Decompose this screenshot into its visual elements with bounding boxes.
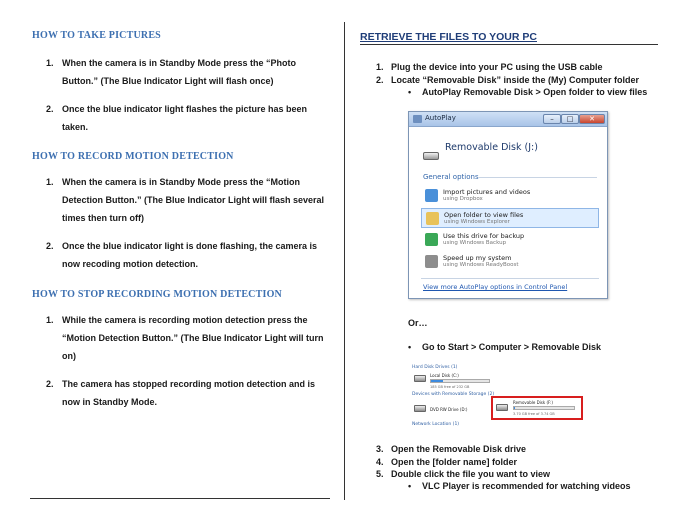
- removable-disk-highlight: [491, 396, 583, 420]
- dropbox-icon: [425, 189, 438, 202]
- step-item: 2. The camera has stopped recording motion detection and is now in Standby Mode.: [46, 379, 316, 407]
- step-item: 2. Once the blue indicator light flashes the picture has been taken.: [46, 104, 308, 132]
- footer-divider: [421, 278, 599, 279]
- steps-record-motion: [46, 173, 346, 273]
- heading-take-pictures: HOW TO TAKE PICTURES: [32, 30, 161, 41]
- step-item: 1. When the camera is in Standby Mode press the “Photo Button.” (The Blue Indicator Light will flash once): [46, 58, 297, 86]
- backup-icon: [425, 233, 438, 246]
- step-item: 1. Plug the device into your PC using the USB cable: [376, 62, 603, 72]
- heading-record-motion: HOW TO RECORD MOTION DETECTION: [32, 151, 234, 162]
- heading-retrieve-files: RETRIEVE THE FILES TO YOUR PC: [360, 31, 537, 43]
- autoplay-app-icon: [413, 115, 422, 123]
- drive-title: Removable Disk (J:): [445, 142, 538, 153]
- option-open-folder[interactable]: Open folder to view files using Windows Explorer: [421, 208, 599, 228]
- local-disk-bar: [430, 379, 490, 383]
- local-disk-label[interactable]: Local Disk (C:): [430, 373, 459, 378]
- removable-drive-icon: [423, 152, 439, 160]
- step-item: 5. Double click the file you want to view: [376, 469, 551, 479]
- local-disk-space: 185 GB free of 232 GB: [430, 385, 470, 389]
- hard-disk-group: Hard Disk Drives (1): [412, 365, 458, 370]
- section-divider: [479, 177, 597, 178]
- local-disk-bar-fill: [431, 380, 443, 382]
- explorer-screenshot: [408, 363, 586, 429]
- local-disk-icon: [414, 375, 426, 382]
- autoplay-title: AutoPlay: [425, 114, 456, 122]
- general-options-label: General options: [423, 173, 479, 181]
- steps-stop-motion: [46, 311, 346, 411]
- removable-group: Devices with Removable Storage (2): [412, 392, 495, 397]
- removable-disk-space: 3.70 GB free of 3.74 GB: [513, 412, 555, 416]
- autoplay-titlebar: [409, 112, 607, 127]
- bullet-start-menu: • Go to Start > Computer > Removable Disk: [408, 342, 602, 352]
- folder-icon: [426, 212, 439, 225]
- option-readyboost[interactable]: Speed up my system using Windows ReadyBoost: [421, 252, 599, 272]
- heading-rule: [360, 44, 658, 45]
- step-item: 4. Open the [folder name] folder: [376, 457, 518, 467]
- dvd-drive-icon: [414, 405, 426, 412]
- steps-take-pictures: [46, 54, 346, 136]
- bullet-autoplay: • AutoPlay Removable Disk > Open folder to view files: [408, 87, 648, 97]
- control-panel-link[interactable]: View more AutoPlay options in Control Panel: [423, 283, 568, 291]
- autoplay-window: [408, 111, 608, 299]
- removable-disk-label[interactable]: Removable Disk (F:): [513, 400, 553, 405]
- footer-rule: [30, 498, 330, 499]
- maximize-button[interactable]: □: [561, 114, 579, 124]
- dvd-drive-label[interactable]: DVD RW Drive (D:): [430, 407, 468, 412]
- minimize-button[interactable]: –: [543, 114, 561, 124]
- bullet-vlc: • VLC Player is recommended for watching videos: [408, 481, 631, 491]
- network-group: Network Location (1): [412, 422, 460, 427]
- or-text: Or…: [408, 318, 428, 328]
- close-button[interactable]: ✕: [579, 114, 605, 124]
- step-item: 1. When the camera is in Standby Mode press the “Motion Detection Button.” (The Blue Indicator Light will flash several times then turn off): [46, 177, 325, 223]
- option-import-pictures[interactable]: Import pictures and videos using Dropbox: [421, 186, 599, 206]
- step-item: 2. Once the blue indicator light is done flashing, the camera is now recoding motion detection.: [46, 241, 318, 269]
- heading-stop-motion: HOW TO STOP RECORDING MOTION DETECTION: [32, 289, 282, 300]
- step-item: 2. Locate “Removable Disk” inside the (My) Computer folder: [376, 75, 640, 85]
- step-item: 3. Open the Removable Disk drive: [376, 444, 527, 454]
- readyboost-icon: [425, 255, 438, 268]
- option-backup[interactable]: Use this drive for backup using Windows Backup: [421, 230, 599, 250]
- step-item: 1. While the camera is recording motion detection press the “Motion Detection Button.” (The Blue Indicator Light will turn on): [46, 315, 324, 361]
